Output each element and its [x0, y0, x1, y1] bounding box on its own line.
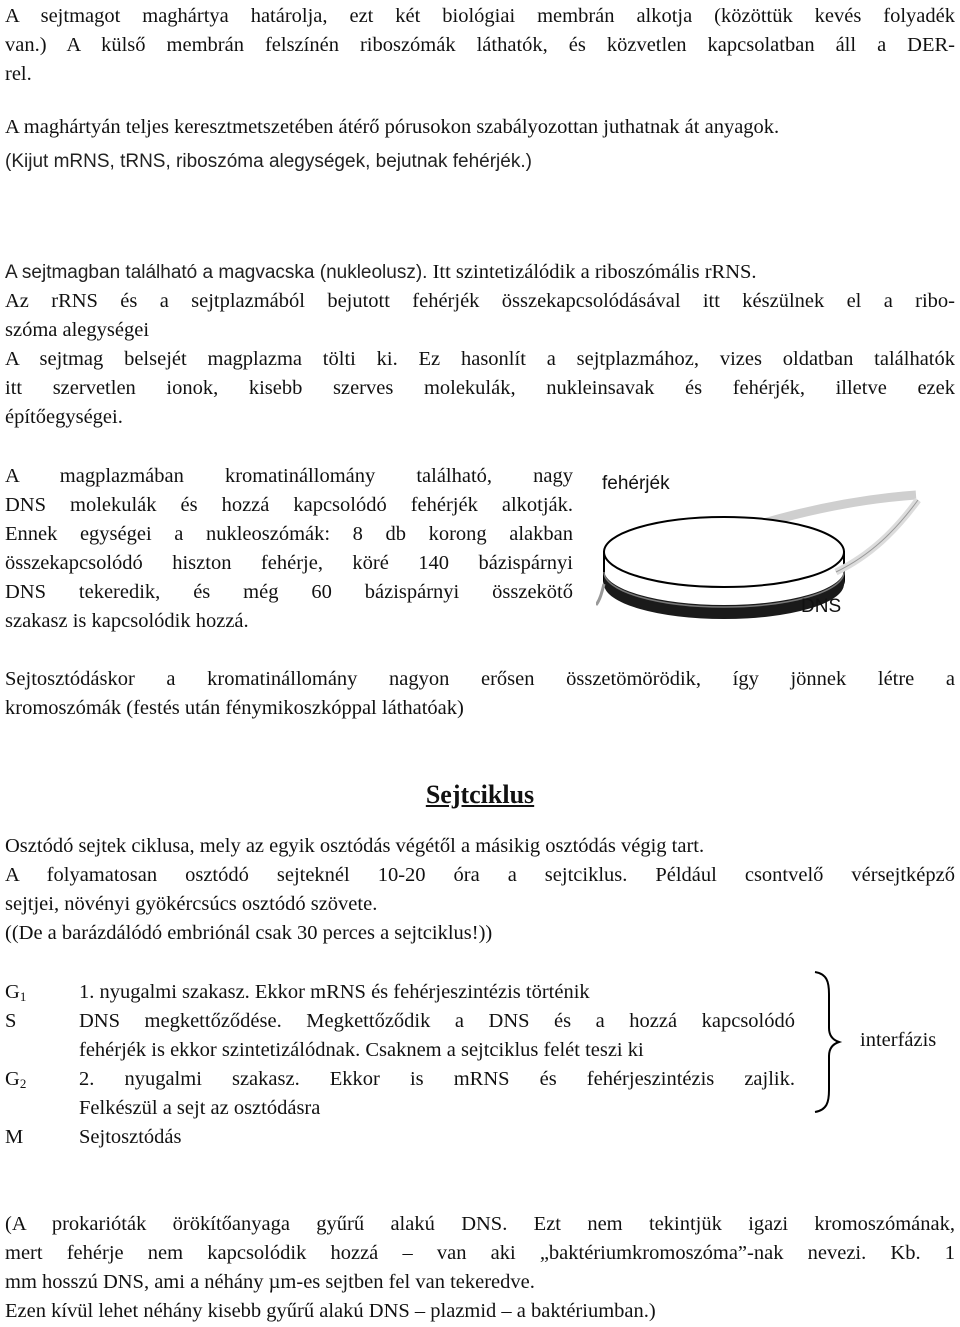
- cycle-line-3: sejtjei, növényi gyökércsúcs osztódó szövete.: [5, 893, 378, 915]
- intro-line-3: rel.: [5, 63, 32, 85]
- phase-row-s: [5, 1007, 805, 1036]
- interphase-brace: [805, 970, 845, 1115]
- chromatin-line-2: DNS molekulák és hozzá kapcsolódó fehérjék alkotják.: [5, 494, 573, 516]
- histone-disk-top: [604, 517, 844, 587]
- chromatin-line-4: összekapcsolódó hiszton fehérje, köré 140 bázispárnyi: [5, 552, 573, 574]
- diagram-label-proteins: fehérjék: [602, 473, 670, 494]
- nucleolus-first-line: [5, 258, 955, 287]
- phase-row-s-cont: [5, 1036, 805, 1065]
- nucleolus-line-1-part-a: A sejtmagban található a magvacska (nukleolusz).: [5, 262, 428, 283]
- section-title-cell-cycle: Sejtciklus: [425, 780, 535, 809]
- dna-strand-right: [836, 500, 918, 572]
- nucleolus-line-1-full: [5, 258, 955, 287]
- phase-row-g1: [5, 978, 805, 1007]
- chromatin-line-3: Ennek egységei a nukleoszómák: 8 db korong alakban: [5, 523, 573, 545]
- chromatin-paragraph: [5, 462, 573, 636]
- phase-row-g2-cont: [5, 1094, 805, 1123]
- nucleolus-line-6: építőegységei.: [5, 406, 123, 428]
- nucleolus-line-4: A sejtmag belsejét magplazma tölti ki. Ez hasonlít a sejtplazmához, vizes oldatban találhatók: [5, 348, 955, 370]
- intro-line-2: van.) A külső membrán felszínén riboszómák láthatók, és közvetlen kapcsolatban áll a DER-: [5, 34, 955, 56]
- phase-key-g2: $G_2$: [5, 1068, 27, 1091]
- diagram-label-dna: DNS: [801, 596, 842, 617]
- phase-row-g2: [5, 1065, 805, 1094]
- prokaryote-paragraph: [5, 1210, 955, 1326]
- phase-text-g2-1: 2. nyugalmi szakasz. Ekkor is mRNS és fehérjeszintézis zajlik.: [79, 1068, 795, 1090]
- phase-key-s: S: [5, 1010, 17, 1032]
- phase-key-m: M: [5, 1126, 24, 1148]
- intro-paragraph: [5, 2, 955, 176]
- interphase-label: interfázis: [860, 1029, 937, 1051]
- nucleosome-diagram: [596, 460, 926, 630]
- phase-text-g2-2: Felkészül a sejt az osztódásra: [79, 1097, 321, 1119]
- phase-text-s-1: DNS megkettőződése. Megkettőződik a DNS és a hozzá kapcsolódó: [79, 1010, 795, 1032]
- intro-line-1: A sejtmagot maghártya határolja, ezt két biológiai membrán alkotja (közöttük kevés folyadék: [5, 5, 955, 27]
- phase-text-m: Sejtosztódás: [79, 1126, 182, 1148]
- cycle-line-2: A folyamatosan osztódó sejteknél 10-20 óra a sejtciklus. Például csontvelő vérsejtképző: [5, 864, 955, 886]
- intro-line-5: (Kijut mRNS, tRNS, riboszóma alegységek, bejutnak fehérjék.): [5, 151, 532, 172]
- chromatin-line-6: szakasz is kapcsolódik hozzá.: [5, 610, 249, 632]
- cycle-line-4: ((De a barázdálódó embriónál csak 30 perces a sejtciklus!)): [5, 922, 493, 944]
- chromatin-line-1: A magplazmában kromatinállomány található, nagy: [5, 465, 573, 487]
- cycle-paragraph: [5, 832, 955, 948]
- cycle-line-1: Osztódó sejtek ciklusa, mely az egyik osztódás végétől a másikig osztódás végig tart.: [5, 835, 705, 857]
- division-line-2: kromoszómák (festés után fénymikoszkóppal láthatóak): [5, 697, 464, 719]
- nucleolus-line-2: Az rRNS és a sejtplazmából bejutott fehérjék összekapcsolódásával itt készülnek el a ribo-: [5, 290, 955, 312]
- phase-text-s-2: fehérjék is ekkor szintetizálódnak. Csaknem a sejtciklus felét teszi ki: [79, 1039, 644, 1061]
- nucleolus-line-5: itt szervetlen ionok, kisebb szerves molekulák, nukleinsavak és fehérjék, illetve ezek: [5, 377, 955, 399]
- division-line-1: Sejtosztódáskor a kromatinállomány nagyon erősen összetömörödik, így jönnek létre a: [5, 668, 955, 690]
- intro-line-4: A maghártyán teljes keresztmetszetében átérő pórusokon szabályozottan juthatnak át anyagok.: [5, 116, 780, 138]
- dna-strand-left: [596, 584, 604, 605]
- phase-key-g1: $G_1$: [5, 981, 27, 1004]
- chromatin-line-5: DNS tekeredik, és még 60 bázispárnyi összekötő: [5, 581, 573, 603]
- nucleolus-line-1-part-b: Itt szintetizálódik a riboszómális rRNS.: [427, 261, 757, 283]
- phase-row-m: [5, 1123, 805, 1152]
- prokaryote-line-1: (A prokarióták örökítőanyaga gyűrű alakú DNS. Ezt nem tekintjük igazi kromoszómának,: [5, 1213, 955, 1235]
- phase-table: [5, 978, 805, 1152]
- division-paragraph: [5, 665, 955, 723]
- prokaryote-line-3: mm hosszú DNS, ami a néhány µm-es sejtben fel van tekeredve.: [5, 1271, 535, 1293]
- prokaryote-line-4: Ezen kívül lehet néhány kisebb gyűrű alakú DNS – plazmid – a baktériumban.): [5, 1300, 656, 1322]
- prokaryote-line-2: mert fehérje nem kapcsolódik hozzá – van aki „baktériumkromoszóma”-nak nevezi. Kb. 1: [5, 1242, 955, 1264]
- nucleolus-line-3: szóma alegységei: [5, 319, 150, 341]
- phase-text-g1: 1. nyugalmi szakasz. Ekkor mRNS és fehérjeszintézis történik: [79, 981, 590, 1003]
